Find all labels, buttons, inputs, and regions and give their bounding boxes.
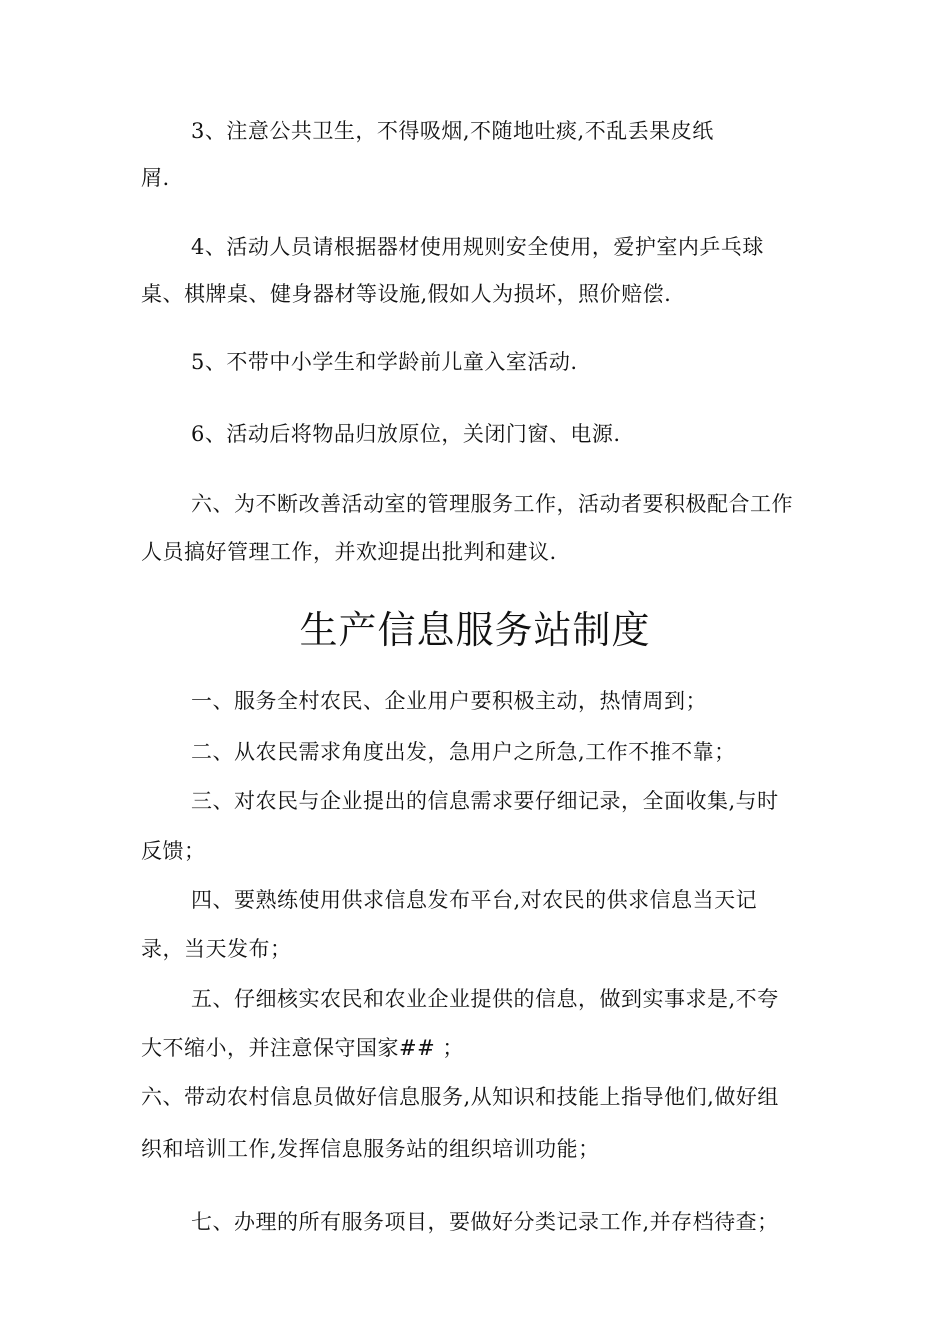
rule-5: 5、不带中小学生和学龄前儿童入室活动. <box>191 350 578 374</box>
policy-5-line-2: 大不缩小，并注意保守国家## ； <box>141 1036 464 1060</box>
policy-4-line-2: 录，当天发布； <box>141 937 292 961</box>
policy-6-line-1: 六、带动农村信息员做好信息服务,从知识和技能上指导他们,做好组 <box>141 1085 779 1109</box>
policy-6-line-2: 织和培训工作,发挥信息服务站的组织培训功能； <box>141 1137 600 1161</box>
policy-3-line-2: 反馈； <box>141 839 206 863</box>
rule-4-line-2: 桌、棋牌桌、健身器材等设施,假如人为损坏，照价赔偿. <box>141 282 672 306</box>
rule-3-line-1: 3、注意公共卫生，不得吸烟,不随地吐痰,不乱丢果皮纸 <box>191 119 714 143</box>
section-title: 生产信息服务站制度 <box>299 608 651 652</box>
rule-6: 6、活动后将物品归放原位，关闭门窗、电源. <box>191 422 621 446</box>
policy-1: 一、服务全村农民、企业用户要积极主动，热情周到； <box>191 689 707 713</box>
point-6-line-1: 六、为不断改善活动室的管理服务工作，活动者要积极配合工作 <box>191 492 793 516</box>
policy-4-line-1: 四、要熟练使用供求信息发布平台,对农民的供求信息当天记 <box>191 888 758 912</box>
policy-7: 七、办理的所有服务项目，要做好分类记录工作,并存档待查； <box>191 1210 779 1234</box>
policy-3-line-1: 三、对农民与企业提出的信息需求要仔细记录，全面收集,与时 <box>191 789 779 813</box>
policy-2: 二、从农民需求角度出发，急用户之所急,工作不推不靠； <box>191 740 736 764</box>
point-6-line-2: 人员搞好管理工作，并欢迎提出批判和建议. <box>141 540 557 564</box>
policy-5-line-1: 五、仔细核实农民和农业企业提供的信息，做到实事求是,不夸 <box>191 987 779 1011</box>
rule-4-line-1: 4、活动人员请根据器材使用规则安全使用，爱护室内乒乓球 <box>191 235 764 259</box>
rule-3-line-2: 屑. <box>141 166 170 190</box>
